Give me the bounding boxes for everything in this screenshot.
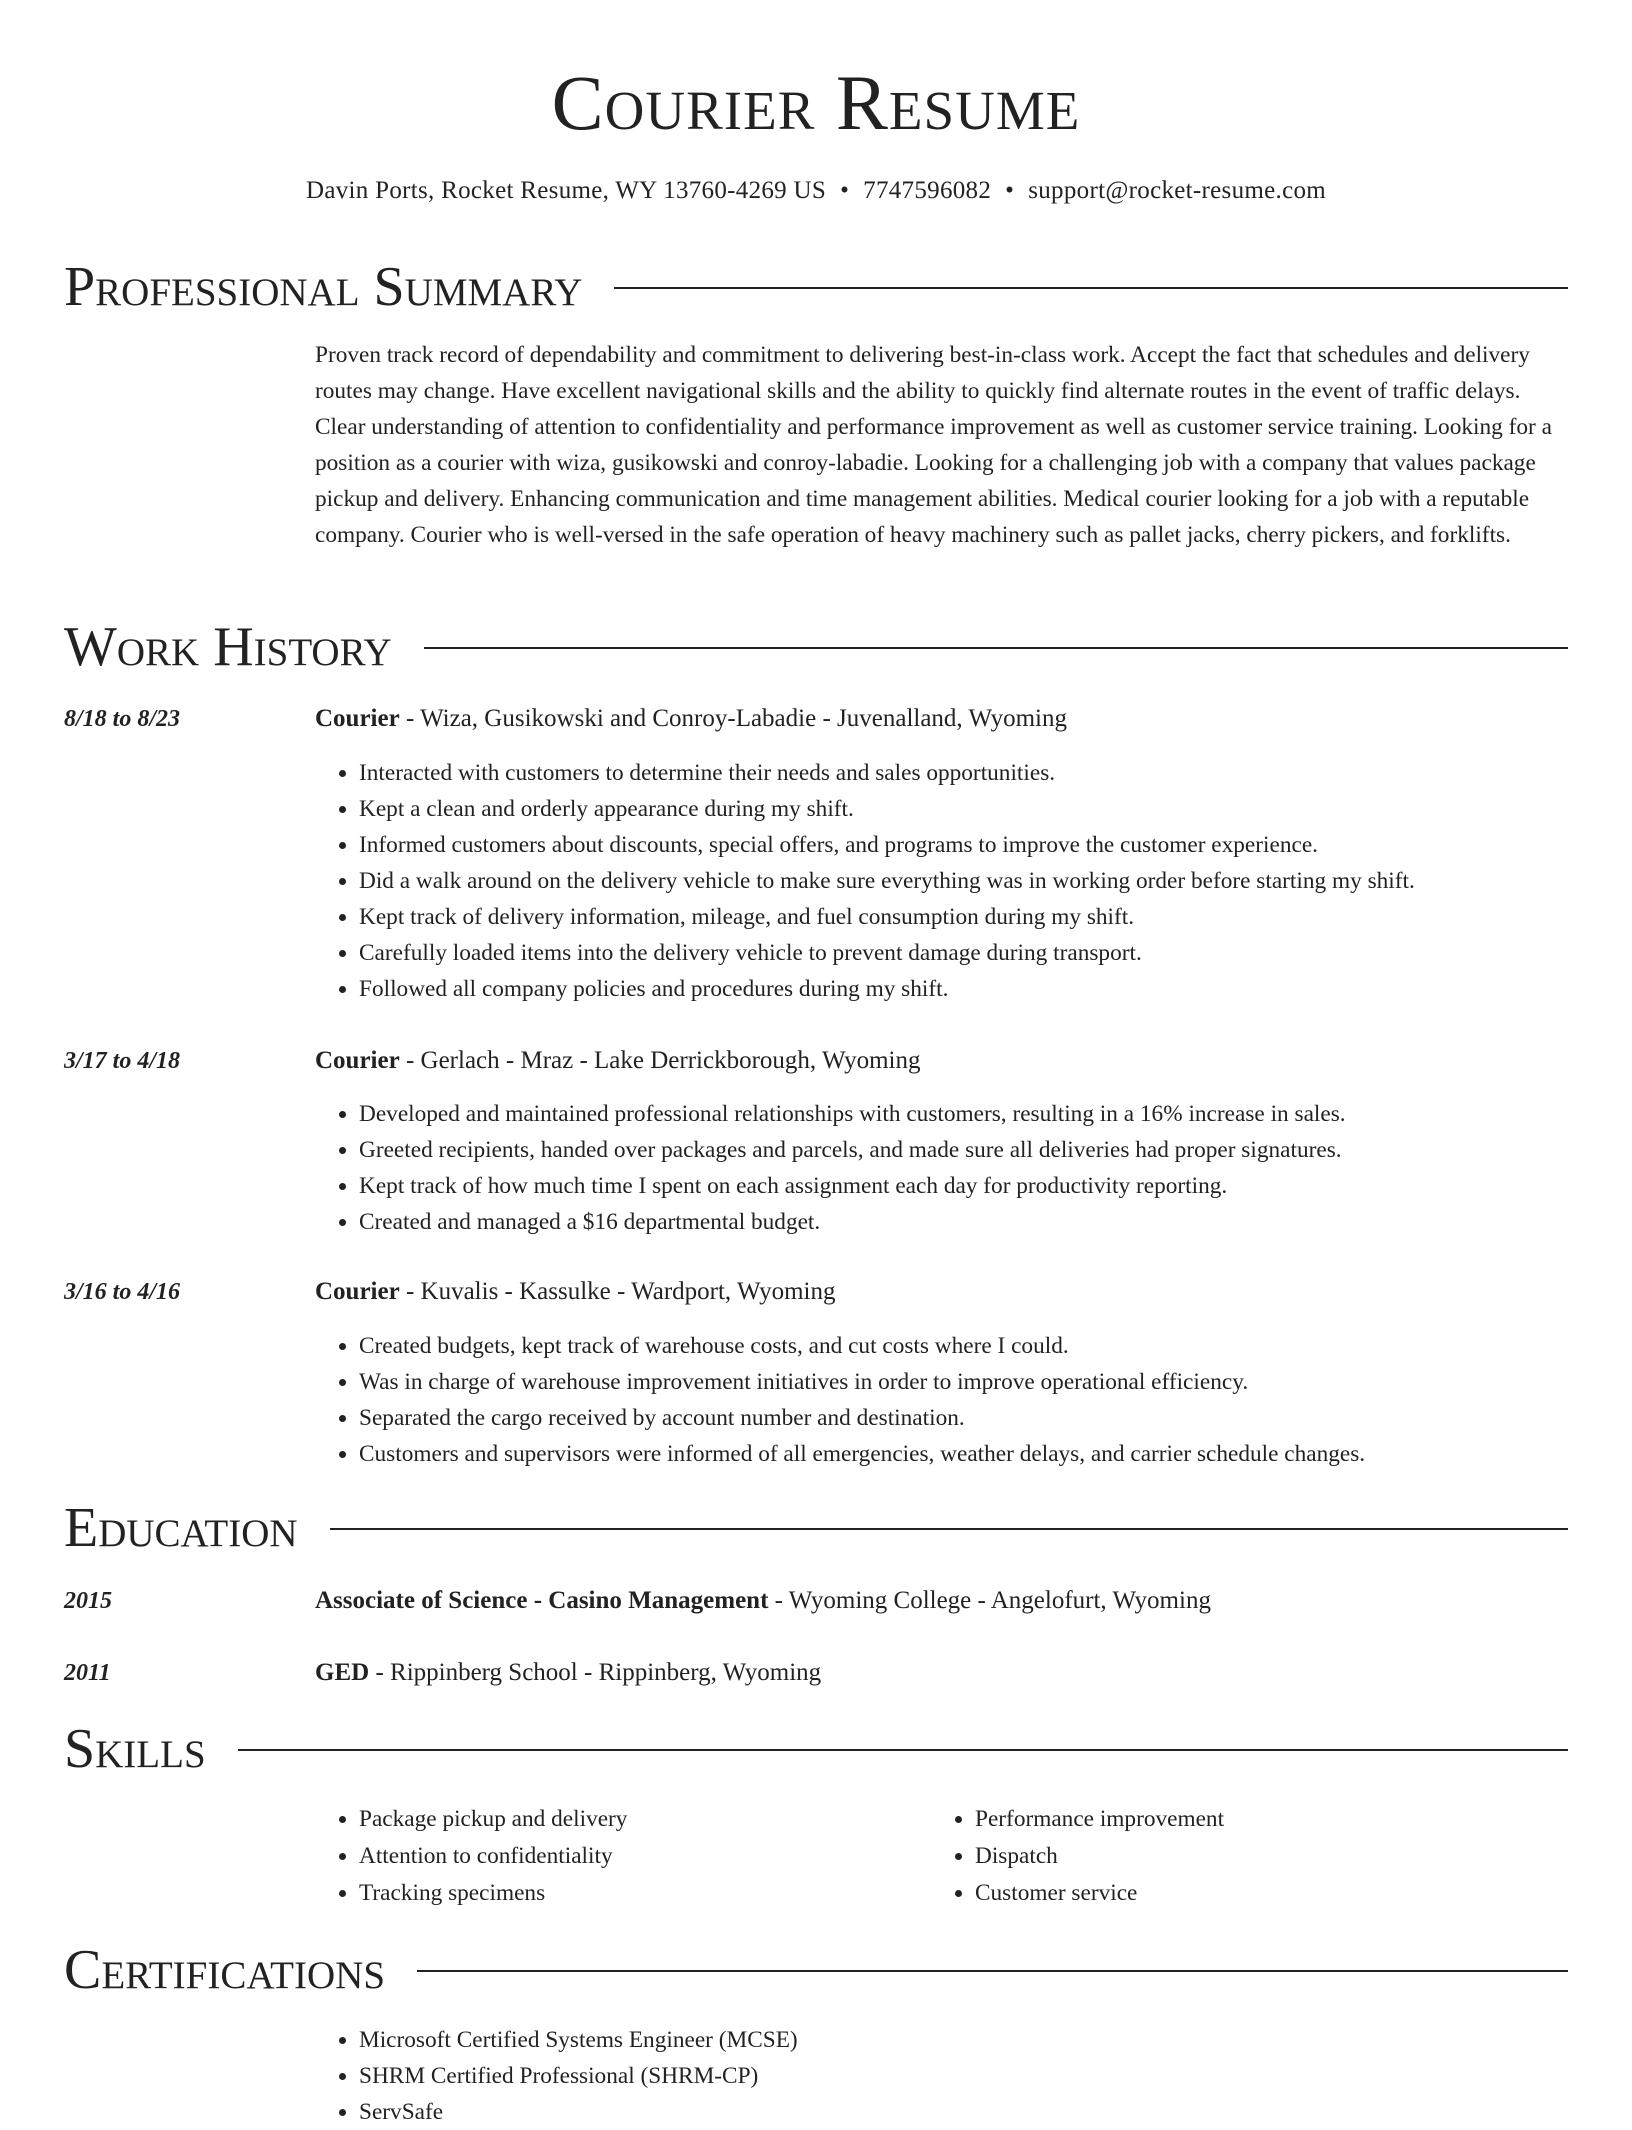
bullet-item: • Kept track of delivery information, mileage, and fuel consumption during my shift.	[359, 899, 1415, 935]
bullet-item: • Informed customers about discounts, special offers, and programs to improve the customer experience.	[359, 827, 1415, 863]
job-position: Courier	[315, 705, 400, 732]
skill-item: • Performance improvement	[975, 1801, 1224, 1838]
skills-list-left	[315, 1801, 627, 1912]
skill-item: • Customer service	[975, 1875, 1224, 1912]
certification-item: • ServSafe	[359, 2094, 798, 2130]
education-degree: GED	[315, 1659, 370, 1686]
certification-item: • SHRM Certified Professional (SHRM-CP)	[359, 2058, 798, 2094]
work-dates: 3/17 to 4/18	[64, 1048, 181, 1074]
bullet-item: • Did a walk around on the delivery vehicle to make sure everything was in working order before starting my shift.	[359, 863, 1415, 899]
work-bullets	[315, 1096, 1346, 1240]
skill-item: • Tracking specimens	[359, 1875, 627, 1912]
job-position: Courier	[315, 1047, 400, 1074]
bullet-item: • Was in charge of warehouse improvement initiatives in order to improve operational efficiency.	[359, 1364, 1365, 1400]
section-divider	[614, 287, 1568, 289]
skill-item: • Attention to confidentiality	[359, 1838, 627, 1875]
section-certifications	[64, 1935, 1568, 2005]
job-employer: - Gerlach - Mraz - Lake Derrickborough, Wyoming	[399, 1047, 921, 1074]
education-school: - Wyoming College - Angelofurt, Wyoming	[768, 1587, 1211, 1614]
bullet-item: • Interacted with customers to determine their needs and sales opportunities.	[359, 755, 1415, 791]
bullet-item: • Separated the cargo received by account number and destination.	[359, 1400, 1365, 1436]
section-heading: Certifications	[64, 1939, 386, 2001]
section-skills	[64, 1714, 1568, 1784]
section-divider	[417, 1970, 1568, 1972]
work-dates: 8/18 to 8/23	[64, 706, 181, 732]
work-title	[315, 1274, 835, 1310]
section-heading: Professional Summary	[64, 256, 583, 318]
contact-separator: •	[1005, 177, 1015, 204]
bullet-item: • Customers and supervisors were informed of all emergencies, weather delays, and carrier schedule changes.	[359, 1436, 1365, 1472]
bullet-item: • Created budgets, kept track of warehouse costs, and cut costs where I could.	[359, 1328, 1365, 1364]
skill-item: • Dispatch	[975, 1838, 1224, 1875]
education-title	[315, 1583, 1211, 1619]
contact-separator: •	[840, 177, 850, 204]
section-professional-summary	[64, 252, 1568, 322]
section-divider	[330, 1528, 1568, 1530]
section-divider	[424, 647, 1568, 649]
contact-line	[0, 174, 1632, 208]
job-employer: - Kuvalis - Kassulke - Wardport, Wyoming	[399, 1278, 836, 1305]
bullet-item: • Created and managed a $16 departmental budget.	[359, 1204, 1346, 1240]
work-bullets	[315, 755, 1415, 1007]
bullet-item: • Kept a clean and orderly appearance during my shift.	[359, 791, 1415, 827]
work-title	[315, 701, 1067, 737]
education-title	[315, 1655, 821, 1691]
section-education	[64, 1493, 1568, 1563]
education-year: 2011	[64, 1660, 111, 1686]
certifications-list	[315, 2022, 798, 2130]
work-title	[315, 1043, 920, 1079]
section-divider	[238, 1749, 1568, 1751]
bullet-item: • Followed all company policies and procedures during my shift.	[359, 971, 1415, 1007]
skills-list-right	[931, 1801, 1224, 1912]
job-position: Courier	[315, 1278, 400, 1305]
bullet-item: • Developed and maintained professional relationships with customers, resulting in a 16% increase in sales.	[359, 1096, 1346, 1132]
bullet-item: • Kept track of how much time I spent on each assignment each day for productivity reporting.	[359, 1168, 1346, 1204]
education-year: 2015	[64, 1588, 112, 1614]
section-heading: Skills	[64, 1718, 206, 1780]
bullet-item: • Greeted recipients, handed over packages and parcels, and made sure all deliveries had proper signatures.	[359, 1132, 1346, 1168]
resume-title: Courier Resume	[551, 59, 1081, 146]
education-degree: Associate of Science - Casino Management	[315, 1587, 769, 1614]
section-heading: Education	[64, 1497, 298, 1559]
summary-text: Proven track record of dependability and commitment to delivering best-in-class work. Accept the fact that schedules and delivery routes may change. Have excellent navigational skills and the ability to quickly find alternate routes in the event of traffic delays. Clear understanding of attention to confidentiality and performance improvement as well as customer service training. Looking for a position as a courier with wiza, gusikowski and conroy-labadie. Looking for a challenging job with a company that values package pickup and delivery. Enhancing communication and time management abilities. Medical courier looking for a job with a reputable company. Courier who is well-versed in the safe operation of heavy machinery such as pallet jacks, cherry pickers, and forklifts.	[315, 342, 1552, 548]
work-dates: 3/16 to 4/16	[64, 1279, 181, 1305]
contact-address: Davin Ports, Rocket Resume, WY 13760-4269 US	[305, 177, 827, 204]
contact-phone: 7747596082	[863, 177, 992, 204]
bullet-item: • Carefully loaded items into the delivery vehicle to prevent damage during transport.	[359, 935, 1415, 971]
section-work-history	[64, 612, 1568, 682]
job-employer: - Wiza, Gusikowski and Conroy-Labadie - Juvenalland, Wyoming	[399, 705, 1067, 732]
work-bullets	[315, 1328, 1365, 1472]
education-school: - Rippinberg School - Rippinberg, Wyoming	[369, 1659, 822, 1686]
skill-item: • Package pickup and delivery	[359, 1801, 627, 1838]
certification-item: • Microsoft Certified Systems Engineer (MCSE)	[359, 2022, 798, 2058]
contact-email: support@rocket-resume.com	[1028, 177, 1327, 204]
section-heading: Work History	[64, 616, 392, 678]
